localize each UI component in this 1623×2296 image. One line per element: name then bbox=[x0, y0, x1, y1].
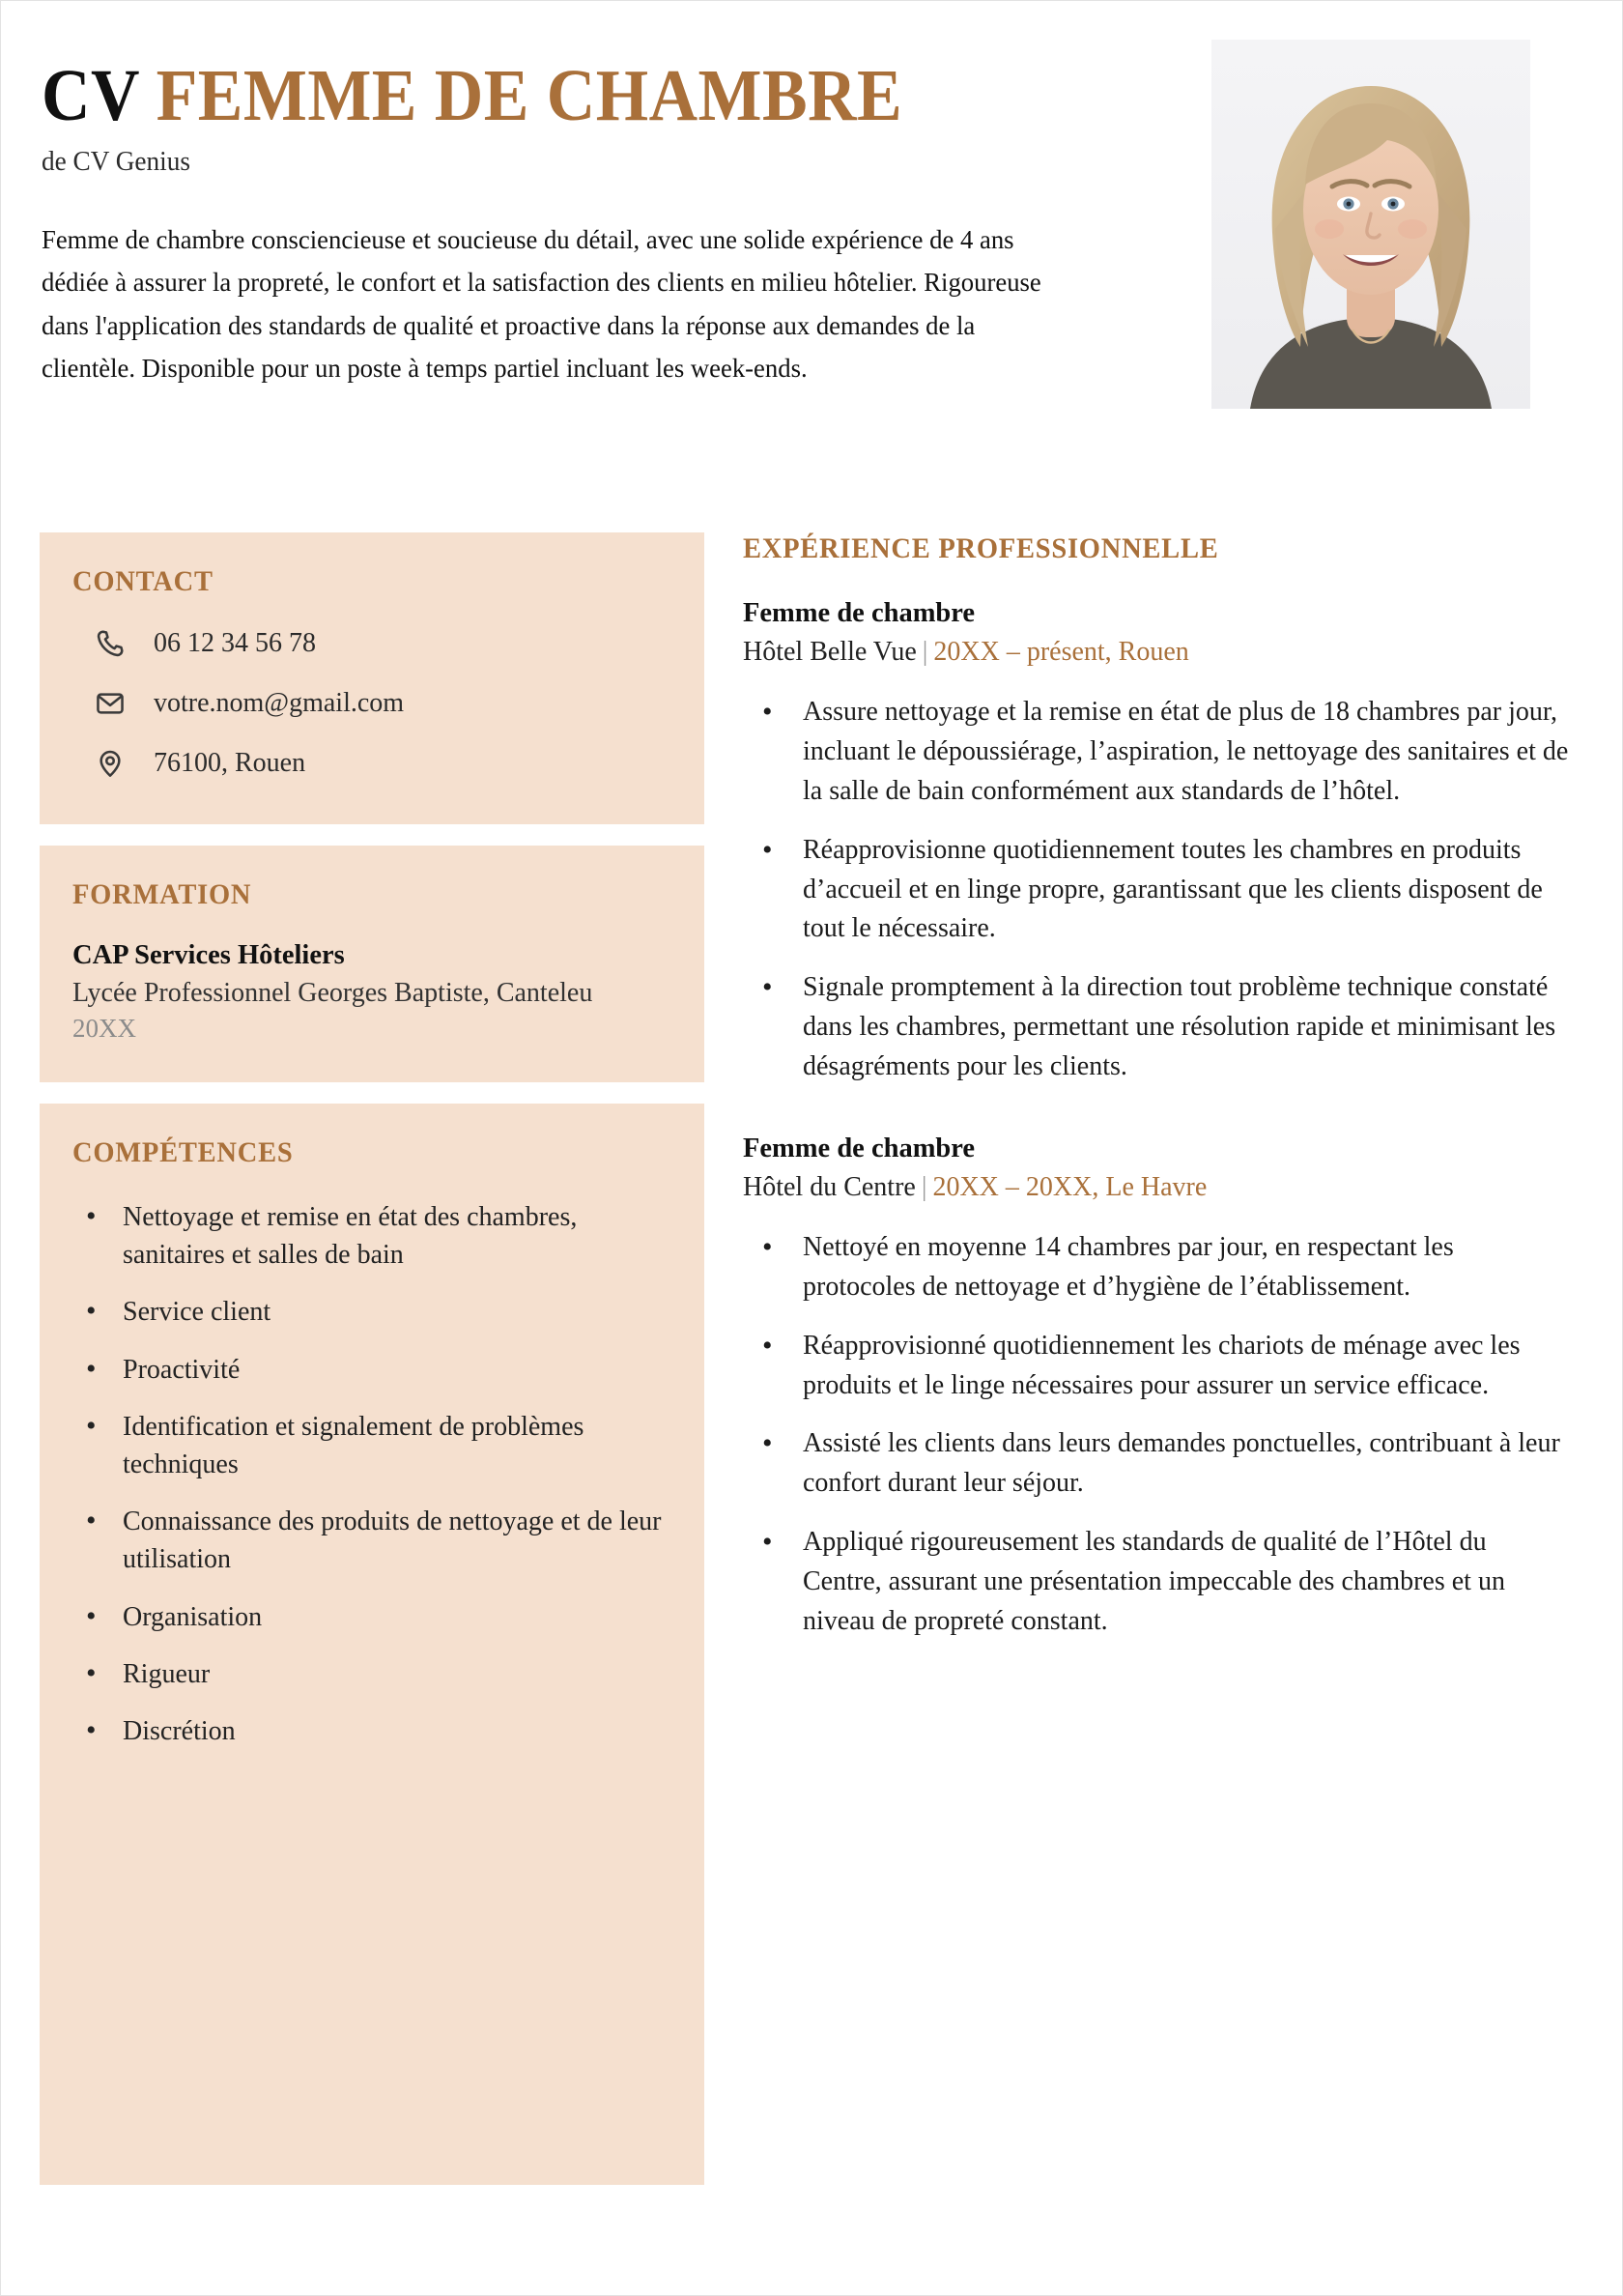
phone-icon bbox=[94, 627, 127, 660]
job-meta bbox=[743, 637, 1569, 668]
list-item: • Signale promptement à la direction tout problème technique constaté dans les chambres, permettant une résolution rapide et minimisant les désagréments pour les clients. bbox=[749, 968, 1569, 1087]
job-position: Femme de chambre bbox=[743, 1133, 976, 1163]
skills-panel bbox=[40, 1104, 704, 2185]
envelope-icon bbox=[94, 687, 127, 720]
skills-list bbox=[72, 1198, 671, 1750]
job-duties-list bbox=[749, 1228, 1569, 1642]
list-item: • Connaissance des produits de nettoyage et de leur utilisation bbox=[72, 1503, 671, 1578]
contact-row-phone[interactable] bbox=[94, 627, 671, 660]
contact-panel bbox=[40, 532, 704, 824]
list-item: • Discrétion bbox=[72, 1712, 671, 1750]
job-separator: | bbox=[922, 637, 928, 667]
list-item: • Service client bbox=[72, 1293, 671, 1331]
location-value: 76100, Rouen bbox=[154, 747, 306, 778]
list-item: • Assure nettoyage et la remise en état de plus de 18 chambres par jour, incluant le dépoussiérage, l’aspiration, le nettoyage des sanitaires et de la salle de bain conformément aux standards de l’hôtel. bbox=[749, 693, 1569, 812]
job-duties-list bbox=[749, 693, 1569, 1087]
list-item: • Identification et signalement de problèmes techniques bbox=[72, 1408, 671, 1483]
job-position: Femme de chambre bbox=[743, 598, 976, 628]
job-company: Hôtel du Centre bbox=[743, 1171, 916, 1202]
experience-section-title: EXPÉRIENCE PROFESSIONNELLE bbox=[743, 532, 1219, 564]
list-item: • Nettoyage et remise en état des chambres, sanitaires et salles de bain bbox=[72, 1198, 671, 1274]
experience-item bbox=[743, 1134, 1569, 1642]
job-separator: | bbox=[921, 1171, 927, 1202]
list-item: • Rigueur bbox=[72, 1655, 671, 1693]
contact-row-email[interactable] bbox=[94, 687, 671, 720]
education-panel bbox=[40, 846, 704, 1082]
title-prefix: CV bbox=[42, 55, 139, 136]
list-item: • Réapprovisionné quotidiennement les chariots de ménage avec les produits et le linge nécessaires pour assurer un service efficace. bbox=[749, 1327, 1569, 1406]
list-item: • Nettoyé en moyenne 14 chambres par jour, en respectant les protocoles de nettoyage et d’hygiène de l’établissement. bbox=[749, 1228, 1569, 1307]
avatar bbox=[1211, 40, 1530, 409]
portrait-photo-icon bbox=[1211, 40, 1530, 409]
list-item: • Organisation bbox=[72, 1598, 671, 1636]
page-title bbox=[42, 55, 1091, 136]
list-item: • Réapprovisionne quotidiennement toutes les chambres en produits d’accueil et en linge propre, garantissant que les clients disposent de tout le nécessaire. bbox=[749, 831, 1569, 950]
title-role: FEMME DE CHAMBRE bbox=[156, 55, 903, 136]
profile-summary: Femme de chambre consciencieuse et soucieuse du détail, avec une solide expérience de 4 ans dédiée à assurer la propreté, le confort et la satisfaction des clients en milieu hôtelier. Rigoureuse dans l'application des standards de qualité et proactive dans la réponse aux demandes de la clientèle. Disponible pour un poste à temps partiel incluant les week-ends. bbox=[42, 223, 1041, 384]
job-dates: 20XX – 20XX, Le Havre bbox=[932, 1171, 1208, 1202]
job-dates: 20XX – présent, Rouen bbox=[933, 637, 1189, 667]
list-item: • Appliqué rigoureusement les standards de qualité de l’Hôtel du Centre, assurant une présentation impeccable des chambres et un niveau de propreté constant. bbox=[749, 1523, 1569, 1642]
list-item: • Assisté les clients dans leurs demandes ponctuelles, contribuant à leur confort durant leur séjour. bbox=[749, 1424, 1569, 1504]
contact-row-location[interactable] bbox=[94, 747, 671, 780]
education-school: Lycée Professionnel Georges Baptiste, Canteleu bbox=[72, 978, 593, 1008]
education-date: 20XX bbox=[72, 1014, 136, 1044]
contact-section-title: CONTACT bbox=[72, 565, 214, 597]
email-value: votre.nom@gmail.com bbox=[154, 687, 405, 718]
education-section-title: FORMATION bbox=[72, 878, 252, 910]
sidebar bbox=[40, 532, 704, 2185]
experience-item bbox=[743, 598, 1569, 1087]
location-pin-icon bbox=[94, 747, 127, 780]
experience-section bbox=[743, 532, 1569, 1661]
education-degree: CAP Services Hôteliers bbox=[72, 940, 345, 970]
phone-value: 06 12 34 56 78 bbox=[154, 627, 316, 658]
list-item: • Proactivité bbox=[72, 1351, 671, 1389]
byline: de CV Genius bbox=[42, 145, 190, 177]
skills-section-title: COMPÉTENCES bbox=[72, 1136, 294, 1169]
job-company: Hôtel Belle Vue bbox=[743, 637, 917, 667]
job-meta bbox=[743, 1172, 1569, 1203]
resume-header bbox=[42, 55, 1182, 390]
